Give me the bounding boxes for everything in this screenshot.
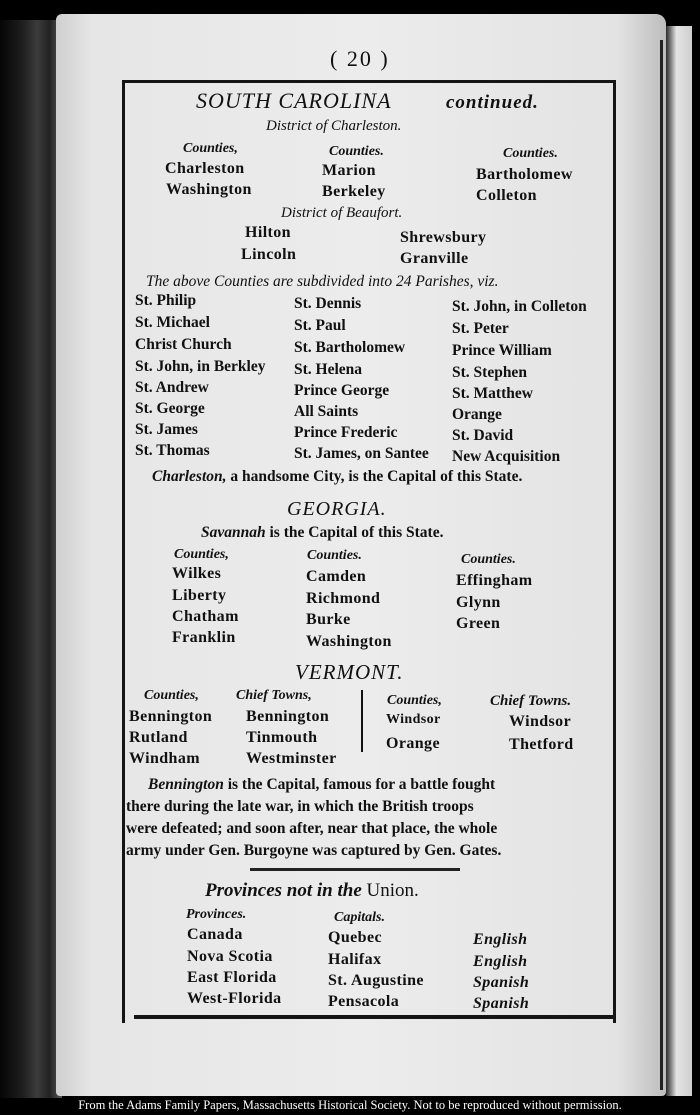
vt-header-4: Chief Towns. <box>490 693 572 709</box>
vt-header-2: Chief Towns, <box>236 688 312 703</box>
parish-item: All Saints <box>294 403 359 420</box>
parish-item: St. Thomas <box>135 442 210 459</box>
parish-item: St. John, in Berkley <box>135 358 266 375</box>
parish-item: St. Helena <box>294 361 363 378</box>
sc-col-header-1: Counties, <box>183 141 238 156</box>
county: Lincoln <box>241 246 297 263</box>
district-charleston: District of Charleston. <box>266 118 402 134</box>
chief-town: Bennington <box>246 708 330 725</box>
parish-item: St. Bartholomew <box>294 339 406 356</box>
parish-item: St. Paul <box>294 317 346 334</box>
province-name: West-Florida <box>187 990 282 1007</box>
vt-para-line-1 <box>148 776 495 794</box>
parish-item: St. Michael <box>135 314 210 331</box>
page-number: ( 20 ) <box>330 46 390 71</box>
vt-para-line-3: were defeated; and soon after, near that place, the whole <box>126 820 498 837</box>
county: Granville <box>400 250 469 267</box>
parish-item: St. Andrew <box>135 379 209 396</box>
vt-divider <box>361 690 363 752</box>
page-edge <box>666 26 692 1096</box>
parish-item: Prince George <box>294 382 390 399</box>
parish-item: St. John, in Colleton <box>452 298 587 315</box>
parish-item: St. George <box>135 400 205 417</box>
ga-col-header-3: Counties. <box>461 552 516 567</box>
parish-item: St. Matthew <box>452 385 533 402</box>
county: Green <box>456 615 501 632</box>
county: Wilkes <box>172 565 222 582</box>
county: Shrewsbury <box>400 229 487 246</box>
county: Berkeley <box>322 183 386 200</box>
county: Colleton <box>476 187 537 204</box>
county: Washington <box>166 181 252 198</box>
county: Washington <box>306 633 392 650</box>
parish-item: Prince William <box>452 342 552 359</box>
ga-capital-sentence <box>201 524 443 542</box>
provinces-title <box>205 880 419 902</box>
province-name: Canada <box>187 926 243 943</box>
ga-col-header-2: Counties. <box>307 548 362 563</box>
parishes-intro: The above Counties are subdivided into 24 Parishes, viz. <box>146 273 499 290</box>
archive-footer: From the Adams Family Papers, Massachusetts Historical Society. Not to be reproduced without permission. <box>0 1098 700 1115</box>
capital-city: Savannah <box>201 524 266 541</box>
sc-capital-sentence <box>152 468 522 486</box>
county: Charleston <box>165 160 245 177</box>
province-capital: Quebec <box>328 929 382 946</box>
capital-city: Charleston, <box>152 468 227 485</box>
parish-item: St. Stephen <box>452 364 527 381</box>
county: Bennington <box>129 708 213 725</box>
parish-item: St. James, on Santee <box>294 445 429 462</box>
parish-item: St. Philip <box>135 292 197 309</box>
chief-town: Thetford <box>509 736 574 753</box>
sc-title: SOUTH CAROLINA <box>196 88 392 113</box>
county: Franklin <box>172 629 236 646</box>
parish-item: Christ Church <box>135 336 232 353</box>
county: Marion <box>322 162 376 179</box>
separator-rule <box>250 868 460 871</box>
county: Richmond <box>306 590 381 607</box>
chief-town: Windsor <box>509 713 572 730</box>
para-text: is the Capital, famous for a battle fought <box>227 776 496 793</box>
parish-item: Orange <box>452 406 502 423</box>
province-name: East Florida <box>187 969 277 986</box>
county: Chatham <box>172 608 239 625</box>
province-capital: Pensacola <box>328 993 400 1010</box>
chief-town: Westminster <box>246 750 337 767</box>
parish-item: St. Peter <box>452 320 509 337</box>
book-spine <box>0 20 62 1100</box>
county: Orange <box>386 735 440 752</box>
district-beaufort: District of Beaufort. <box>281 205 403 221</box>
chief-town: Tinmouth <box>246 729 318 746</box>
province-name: Nova Scotia <box>187 948 273 965</box>
vt-header-3: Counties, <box>387 693 442 708</box>
county: Rutland <box>129 729 188 746</box>
capital-city: Bennington <box>148 776 224 793</box>
county: Glynn <box>456 594 501 611</box>
parish-item: St. Dennis <box>294 295 362 312</box>
parish-item: St. James <box>135 421 198 438</box>
ga-col-header-1: Counties, <box>174 547 229 562</box>
parish-item: St. David <box>452 427 514 444</box>
provinces-title-roman: Union. <box>366 880 419 901</box>
province-capital: St. Augustine <box>328 972 424 989</box>
county: Windham <box>129 750 200 767</box>
province-capital: Halifax <box>328 951 382 968</box>
vt-para-line-4: army under Gen. Burgoyne was captured by Gen. Gates. <box>126 842 502 859</box>
vt-para-line-2: there during the late war, in which the British troops <box>126 798 474 815</box>
parish-item: New Acquisition <box>452 448 561 465</box>
prov-header-capitals: Capitals. <box>334 910 385 925</box>
ga-title: GEORGIA. <box>287 498 387 520</box>
county: Camden <box>306 568 367 585</box>
province-owner: Spanish <box>473 974 530 991</box>
county: Bartholomew <box>476 166 573 183</box>
prov-header-provinces: Provinces. <box>186 907 247 922</box>
capital-text: is the Capital of this State. <box>269 524 444 541</box>
province-owner: Spanish <box>473 995 530 1012</box>
capital-text: a handsome City, is the Capital of this State. <box>230 468 523 485</box>
vt-title: VERMONT. <box>295 660 404 684</box>
county: Windsor <box>386 712 441 727</box>
provinces-title-italic: Provinces not in the <box>205 880 362 901</box>
sc-col-header-2: Counties. <box>329 144 384 159</box>
frame-bottom-rule <box>134 1015 614 1019</box>
page-edge-line <box>660 40 663 1090</box>
province-owner: English <box>473 953 528 970</box>
sc-title-continued: continued. <box>446 92 539 113</box>
sc-col-header-3: Counties. <box>503 146 558 161</box>
county: Effingham <box>456 572 533 589</box>
county: Hilton <box>245 224 291 241</box>
parish-item: Prince Frederic <box>294 424 398 441</box>
county: Burke <box>306 611 351 628</box>
county: Liberty <box>172 587 227 604</box>
province-owner: English <box>473 931 528 948</box>
vt-header-1: Counties, <box>144 688 199 703</box>
